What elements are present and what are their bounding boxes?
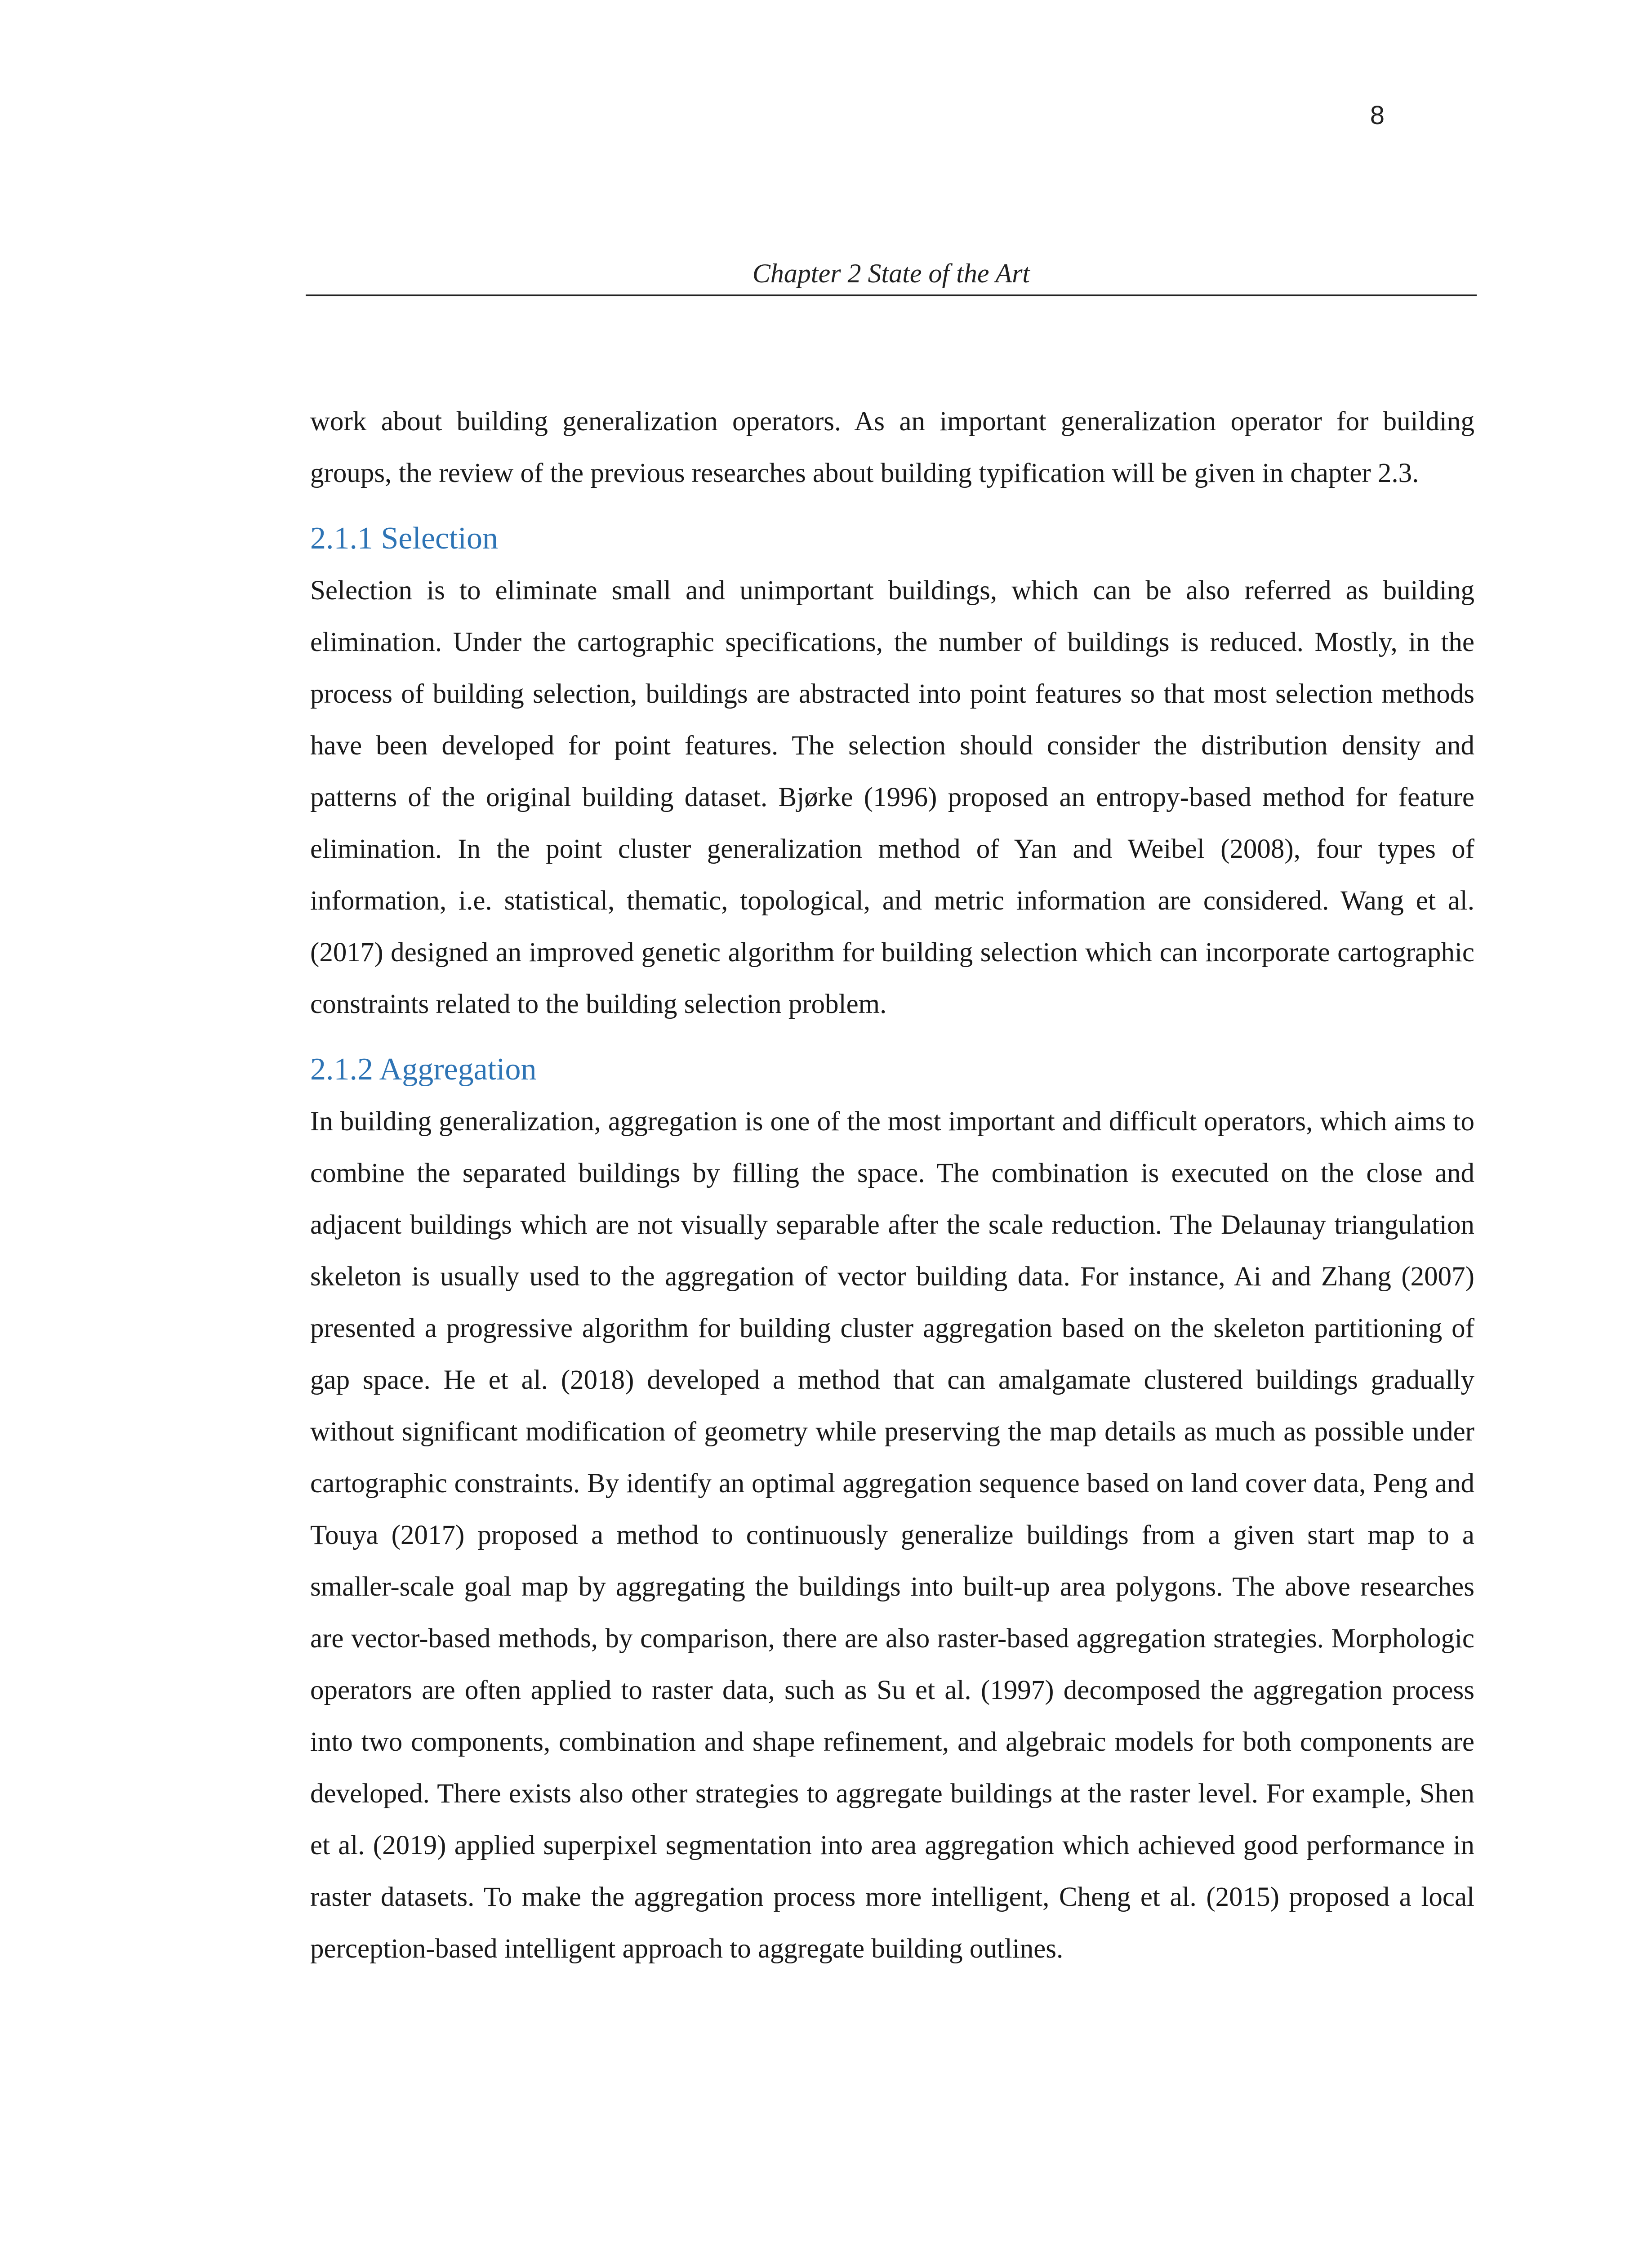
section-heading-selection: 2.1.1 Selection bbox=[310, 521, 498, 556]
header-rule bbox=[306, 294, 1477, 296]
section-heading-aggregation: 2.1.2 Aggregation bbox=[310, 1052, 537, 1087]
page-body bbox=[310, 396, 1474, 1975]
running-header: Chapter 2 State of the Art bbox=[752, 259, 1030, 288]
page-number: 8 bbox=[1370, 101, 1385, 130]
section-body-aggregation: In building generalization, aggregation is one of the most important and difficult operators, which aims to combine the separated buildings by filling the space. The combination is executed on the close and adjacent buildings which are not visually separable after the scale reduction. The Delaunay triangulation skeleton is usually used to the aggregation of vector building data. For instance, Ai and Zhang (2007) presented a progressive algorithm for building cluster aggregation based on the skeleton partitioning of gap space. He et al. (2018) developed a method that can amalgamate clustered buildings gradually without significant modification of geometry while preserving the map details as much as possible under cartographic constraints. By identify an optimal aggregation sequence based on land cover data, Peng and Touya (2017) proposed a method to continuously generalize buildings from a given start map to a smaller-scale goal map by aggregating the buildings into built-up area polygons. The above researches are vector-based methods, by comparison, there are also raster-based aggregation strategies. Morphologic operators are often applied to raster data, such as Su et al. (1997) decomposed the aggregation process into two components, combination and shape refinement, and algebraic models for both components are developed. There exists also other strategies to aggregate buildings at the raster level. For example, Shen et al. (2019) applied superpixel segmentation into area aggregation which achieved good performance in raster datasets. To make the aggregation process more intelligent, Cheng et al. (2015) proposed a local perception-based intelligent approach to aggregate building outlines. bbox=[310, 1106, 1474, 1964]
intro-paragraph: work about building generalization operators. As an important generalization operator for building groups, the review of the previous researches about building typification will be given in chapter 2.3. bbox=[310, 406, 1474, 488]
section-body-selection: Selection is to eliminate small and unimportant buildings, which can be also referred as building elimination. Under the cartographic specifications, the number of buildings is reduced. Mostly, in the process of building selection, buildings are abstracted into point features so that most selection methods have been developed for point features. The selection should consider the distribution density and patterns of the original building dataset. Bjørke (1996) proposed an entropy-based method for feature elimination. In the point cluster generalization method of Yan and Weibel (2008), four types of information, i.e. statistical, thematic, topological, and metric information are considered. Wang et al. (2017) designed an improved genetic algorithm for building selection which can incorporate cartographic constraints related to the building selection problem. bbox=[310, 575, 1474, 1019]
